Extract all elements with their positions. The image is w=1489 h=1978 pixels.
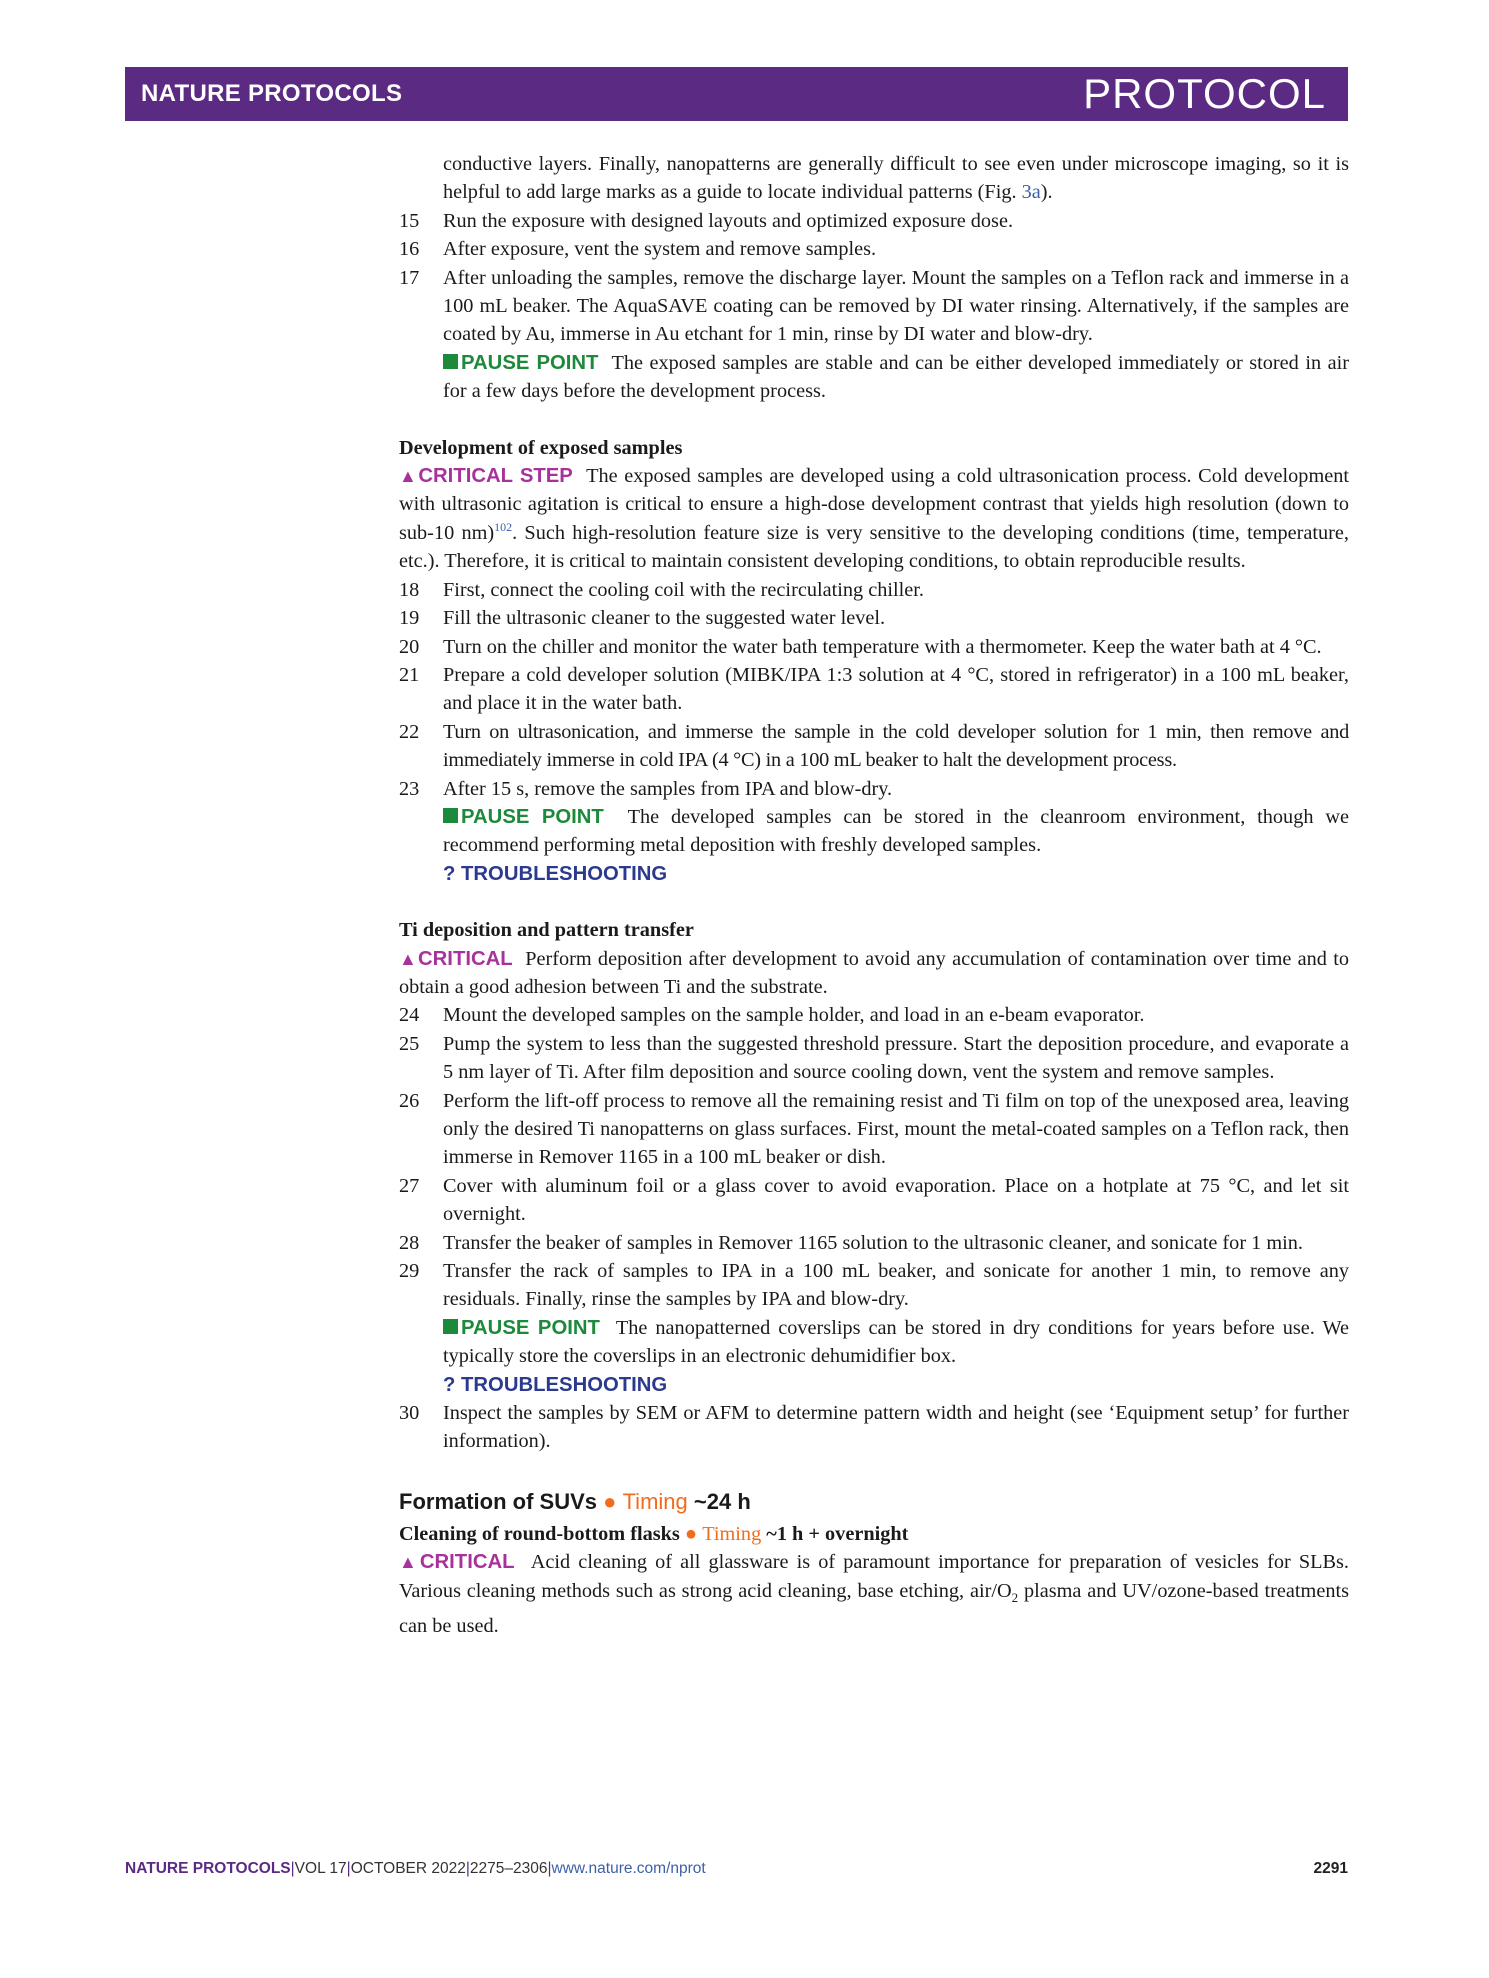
critical-triangle-icon: ▲ xyxy=(399,948,419,969)
step-27: 27 Cover with aluminum foil or a glass cover to avoid evaporation. Place on a hotplate at 75 °C, and let sit overnight. xyxy=(399,1174,1349,1226)
step-29: 29 Transfer the rack of samples to IPA in a 100 mL beaker, and sonicate for another 1 min, to remove any residuals. Finally, rinse the samples by IPA and blow-dry. xyxy=(399,1260,1349,1311)
subsection-heading-cleaning: Cleaning of round-bottom flasks ● Timing ~1 h + overnight xyxy=(399,1522,909,1545)
page-number: 2291 xyxy=(1313,1860,1348,1877)
figure-link[interactable]: 3a xyxy=(1021,181,1041,204)
step-20: 20 Turn on the chiller and monitor the water bath temperature with a thermometer. Keep the water bath at 4 °C. xyxy=(399,635,1322,658)
step-18: 18 First, connect the cooling coil with the recirculating chiller. xyxy=(399,578,924,601)
step-24: 24 Mount the developed samples on the sample holder, and load in an e-beam evaporator. xyxy=(399,1004,1145,1027)
step-30: 30 Inspect the samples by SEM or AFM to determine pattern width and height (see ‘Equipment setup’ for further information). xyxy=(399,1402,1349,1453)
intro-paragraph: conductive layers. Finally, nanopatterns are generally difficult to see even under microscope imaging, so it is helpful to add large marks as a guide to locate individual patterns (Fig. 3a). xyxy=(443,153,1349,204)
article-type: PROTOCOL xyxy=(1083,70,1326,117)
critical-deposition: ▲CRITICAL Perform deposition after development to avoid any accumulation of contamination over time and to obtain a good adhesion between Ti and the substrate. xyxy=(399,947,1349,998)
timing-dot-icon: ● xyxy=(603,1488,617,1514)
reference-link[interactable]: 102 xyxy=(494,520,513,535)
section-heading-deposition: Ti deposition and pattern transfer xyxy=(399,919,694,942)
troubleshooting-link-2[interactable]: ? TROUBLESHOOTING xyxy=(443,1373,668,1396)
step-25: 25 Pump the system to less than the suggested threshold pressure. Start the deposition procedure, and evaporate a 5 nm layer of Ti. After film deposition and source cooling down, vent the system and remove samples. xyxy=(399,1032,1349,1084)
pause-point-3: PAUSE POINT The nanopatterned coverslips can be stored in dry conditions for years before use. We typically store the coverslips in an electronic dehumidifier box. xyxy=(443,1316,1350,1368)
step-17: 17 After unloading the samples, remove the discharge layer. Mount the samples on a Teflon rack and immerse in a 100 mL beaker. The AquaSAVE coating can be removed by DI water rinsing. Alternatively, if the samples are coated by Au, immerse in Au etchant for 1 min, rinse by DI water and blow-dry. xyxy=(399,266,1349,346)
step-21: 21 Prepare a cold developer solution (MIBK/IPA 1:3 solution at 4 °C, stored in refrigerator) in a 100 mL beaker, and place it in the water bath. xyxy=(399,663,1349,715)
step-28: 28 Transfer the beaker of samples in Remover 1165 solution to the ultrasonic cleaner, and sonicate for 1 min. xyxy=(399,1231,1303,1254)
journal-name: NATURE PROTOCOLS xyxy=(141,80,403,107)
section-heading-development: Development of exposed samples xyxy=(399,436,683,459)
footer-citation: NATURE PROTOCOLS|VOL 17|OCTOBER 2022|2275–2306|www.nature.com/nprot xyxy=(125,1860,706,1877)
step-15: 15 Run the exposure with designed layouts and optimized exposure dose. xyxy=(399,209,1014,232)
step-22: 22 Turn on ultrasonication, and immerse the sample in the cold developer solution for 1 min, then remove and immediately immerse in cold IPA (4 °C) in a 100 mL beaker to halt the development process. xyxy=(399,720,1349,772)
critical-step-development: ▲CRITICAL STEP The exposed samples are developed using a cold ultrasonication process. Cold development with ultrasonic agitation is critical to ensure a high-dose development contrast that yields high resolution (down to sub-10 nm)$^{102}$. Such high-resolution feature size is very sensitive to the developing conditions (time, temperature, etc.). Therefore, it is critical to maintain consistent developing conditions, to obtain reproducible results. xyxy=(399,465,1350,573)
step-16: 16 After exposure, vent the system and remove samples. xyxy=(399,238,877,261)
pause-point-2: PAUSE POINT The developed samples can be stored in the cleanroom environment, though we recommend performing metal deposition with freshly developed samples. xyxy=(443,805,1350,857)
pause-square-icon xyxy=(443,1319,458,1334)
main-content xyxy=(399,150,1349,1641)
step-19: 19 Fill the ultrasonic cleaner to the suggested water level. xyxy=(399,607,886,630)
step-26: 26 Perform the lift-off process to remove all the remaining resist and Ti film on top of the unexposed area, leaving only the desired Ti nanopatterns on glass surfaces. First, mount the metal-coated samples on a Teflon rack, then immerse in Remover 1165 in a 100 mL beaker or dish. xyxy=(399,1089,1349,1169)
journal-header-bar xyxy=(125,67,1348,121)
section-heading-suvs: Formation of SUVs ● Timing ~24 h xyxy=(399,1488,751,1514)
step-23: 23 After 15 s, remove the samples from IPA and blow-dry. xyxy=(399,777,893,800)
timing-dot-icon: ● xyxy=(684,1522,698,1545)
critical-triangle-icon: ▲ xyxy=(399,1552,420,1573)
journal-url-link[interactable]: www.nature.com/nprot xyxy=(551,1860,706,1877)
page-footer xyxy=(125,1860,1348,1878)
troubleshooting-link-1[interactable]: ? TROUBLESHOOTING xyxy=(443,862,668,885)
pause-point-1: PAUSE POINT The exposed samples are stable and can be either developed immediately or stored in air for a few days before the development process. xyxy=(443,351,1349,403)
pause-square-icon xyxy=(443,354,458,369)
critical-triangle-icon: ▲ xyxy=(399,466,419,487)
critical-cleaning: ▲CRITICAL Acid cleaning of all glassware is of paramount importance for preparation of vesicles for SLBs. Various cleaning methods such as strong acid cleaning, base etching, air/$O_2$ plasma and UV/ozone-based treatments can be used. xyxy=(399,1551,1349,1638)
pause-square-icon xyxy=(443,808,458,823)
